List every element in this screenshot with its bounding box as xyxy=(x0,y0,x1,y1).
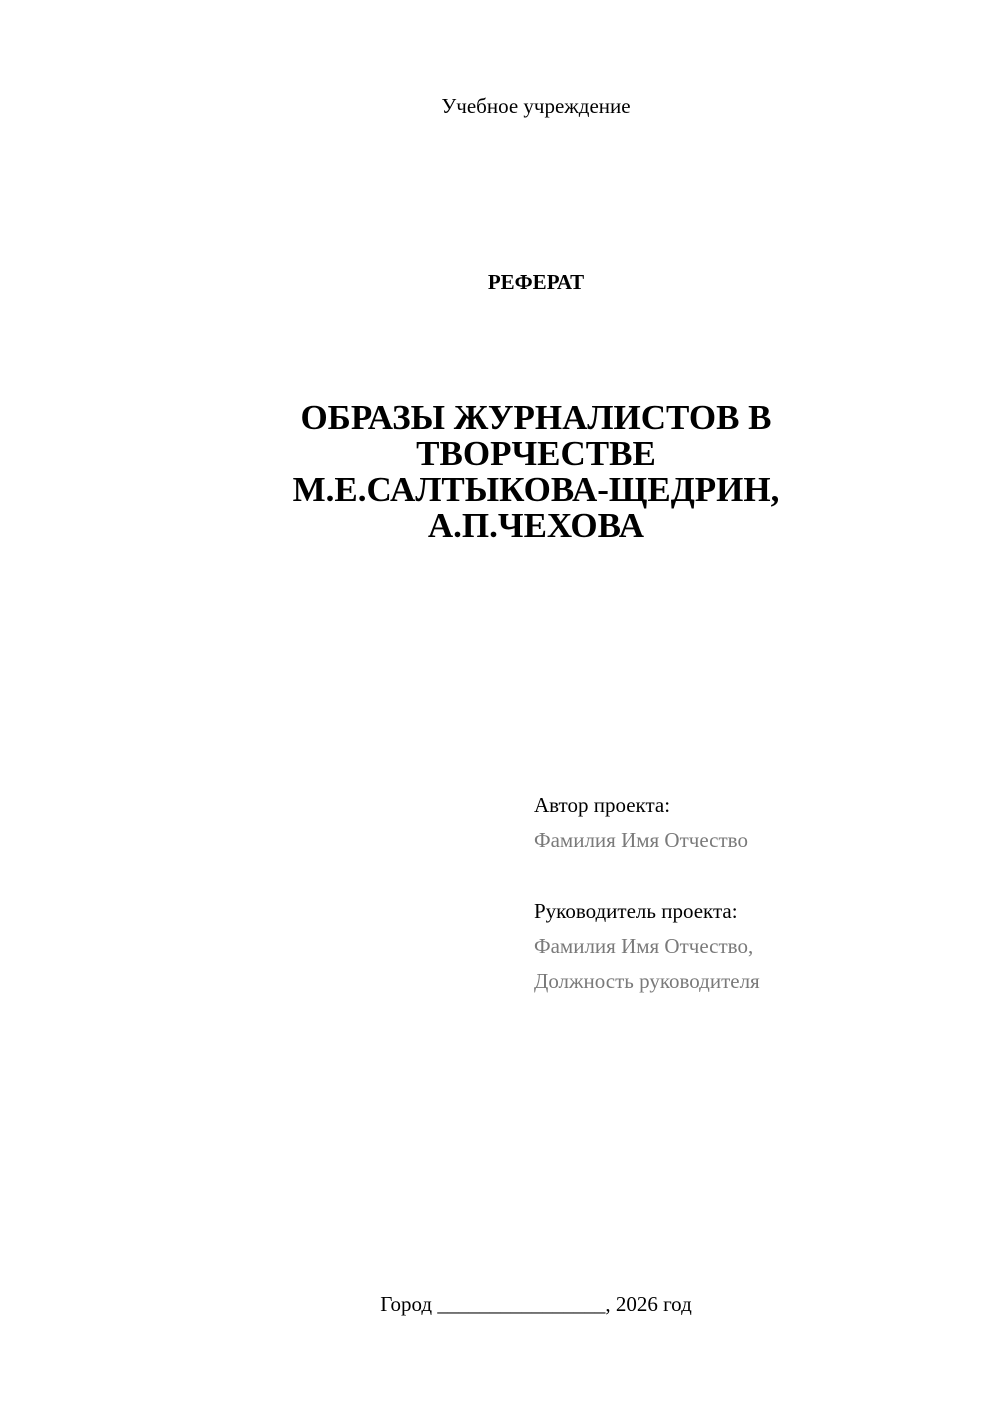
title-line: А.П.ЧЕХОВА xyxy=(427,506,645,545)
title-line: ТВОРЧЕСТВЕ xyxy=(416,434,656,473)
institution-name: Учебное учреждение xyxy=(441,94,631,118)
document-type: РЕФЕРАТ xyxy=(487,270,585,294)
credits-spacer xyxy=(534,858,974,894)
supervisor-name: Фамилия Имя Отчество, xyxy=(534,934,754,958)
title-line: М.Е.САЛТЫКОВА-ЩЕДРИН, xyxy=(292,470,780,509)
credits-block xyxy=(534,788,974,999)
author-name: Фамилия Имя Отчество xyxy=(534,828,748,852)
supervisor-position: Должность руководителя xyxy=(534,969,760,993)
author-label: Автор проекта: xyxy=(534,793,671,817)
city-year-line: Город ________________, 2026 год xyxy=(380,1292,692,1316)
title-line: ОБРАЗЫ ЖУРНАЛИСТОВ В xyxy=(300,398,772,437)
document-title xyxy=(236,400,836,544)
supervisor-label: Руководитель проекта: xyxy=(534,899,738,923)
